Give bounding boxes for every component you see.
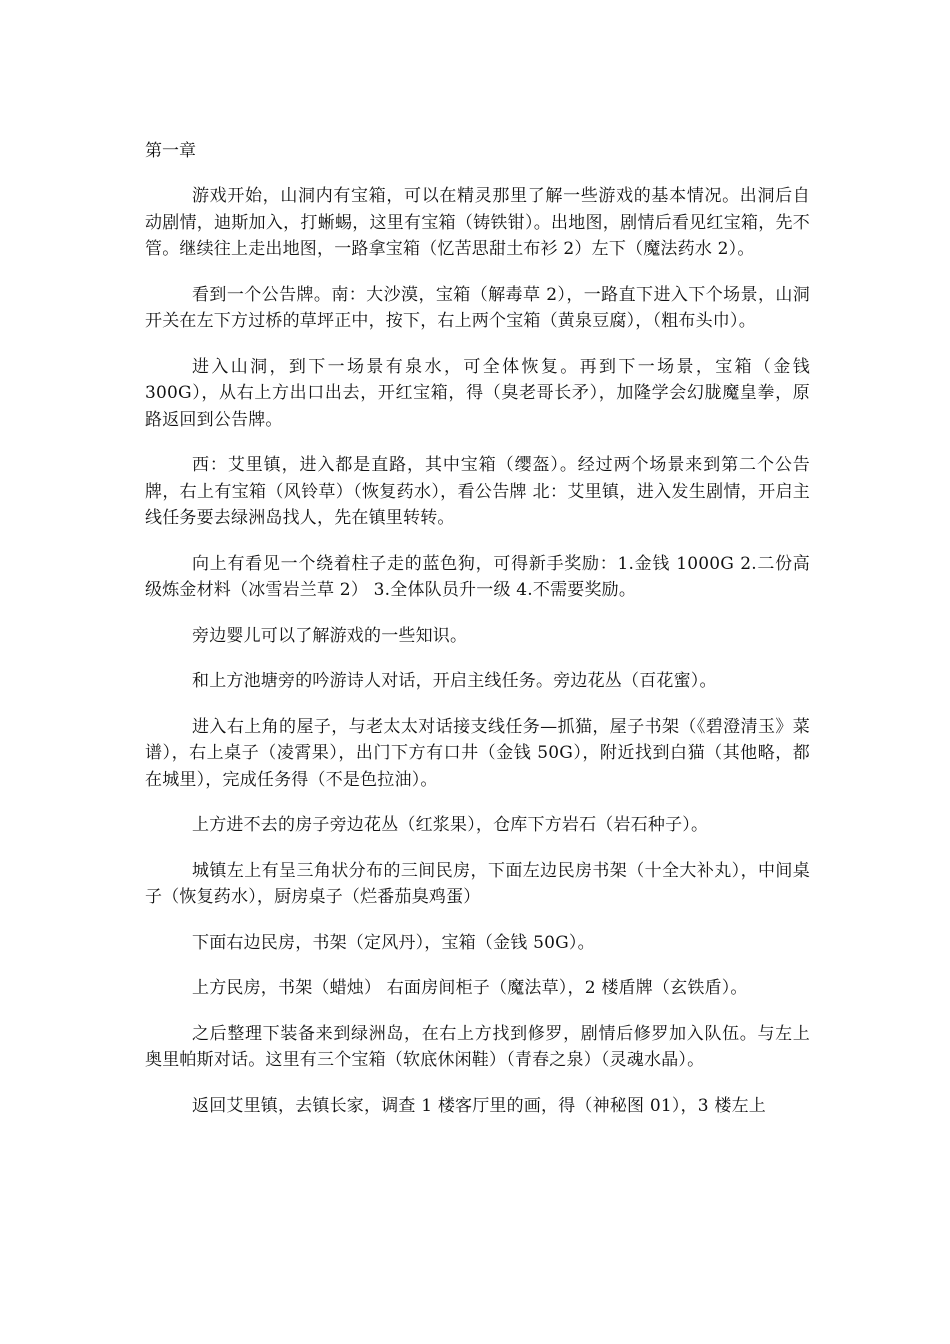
paragraph: 返回艾里镇，去镇长家，调查 1 楼客厅里的画，得（神秘图 01），3 楼左上 (192, 1095, 766, 1116)
document-page (145, 138, 810, 1138)
paragraph: 上方民房，书架（蜡烛） 右面房间柜子（魔法草），2 楼盾牌（玄铁盾）。 (192, 978, 748, 998)
paragraph: 之后整理下装备来到绿洲岛，在右上方找到修罗，剧情后修罗加入队伍。与左上奥里帕斯对话。这里有三个宝箱（软底休闲鞋）（青春之泉）（灵魂水晶）。 (145, 1023, 810, 1070)
paragraph: 城镇左上有呈三角状分布的三间民房，下面左边民房书架（十全大补丸），中间桌子（恢复药水），厨房桌子（烂番茄臭鸡蛋） (145, 860, 810, 907)
paragraph: 西：艾里镇，进入都是直路，其中宝箱（缨盔）。经过两个场景来到第二个公告牌，右上有宝箱（风铃草）（恢复药水），看公告牌 北：艾里镇，进入发生剧情，开启主线任务要去绿洲岛找人，先在镇里转转。 (145, 455, 810, 528)
paragraph: 旁边婴儿可以了解游戏的一些知识。 (192, 625, 468, 646)
paragraph: 和上方池塘旁的吟游诗人对话，开启主线任务。旁边花丛（百花蜜）。 (192, 671, 717, 691)
paragraph: 向上有看见一个绕着柱子走的蓝色狗，可得新手奖励：1.金钱 1000G 2.二份高级炼金材料（冰雪岩兰草 2） 3.全体队员升一级 4.不需要奖励。 (145, 553, 810, 600)
chapter-title: 第一章 (145, 141, 196, 161)
paragraph: 进入右上角的屋子，与老太太对话接支线任务—抓猫，屋子书架（《碧澄清玉》菜谱），右上桌子（凌霄果），出门下方有口井（金钱 50G），附近找到白猫（其他略，都在城里），完成任务得（不是色拉油）。 (145, 716, 810, 790)
paragraph: 游戏开始，山洞内有宝箱，可以在精灵那里了解一些游戏的基本情况。出洞后自动剧情，迪斯加入，打蜥蜴，这里有宝箱（铸铁钳）。出地图，剧情后看见红宝箱，先不管。继续往上走出地图，一路拿宝箱（忆苦思甜土布衫 2）左下（魔法药水 2）。 (145, 186, 810, 259)
paragraph: 下面右边民房，书架（定风丹），宝箱（金钱 50G）。 (192, 932, 595, 953)
paragraph: 进入山洞，到下一场景有泉水，可全体恢复。再到下一场景，宝箱（金钱 300G），从右上方出口出去，开红宝箱，得（臭老哥长矛），加隆学会幻胧魔皇拳，原路返回到公告牌。 (145, 356, 810, 430)
paragraph: 看到一个公告牌。南：大沙漠，宝箱（解毒草 2），一路直下进入下个场景，山洞开关在左下方过桥的草坪正中，按下，右上两个宝箱（黄泉豆腐），（粗布头巾）。 (145, 284, 810, 331)
paragraph: 上方进不去的房子旁边花丛（红浆果），仓库下方岩石（岩石种子）。 (192, 815, 709, 835)
